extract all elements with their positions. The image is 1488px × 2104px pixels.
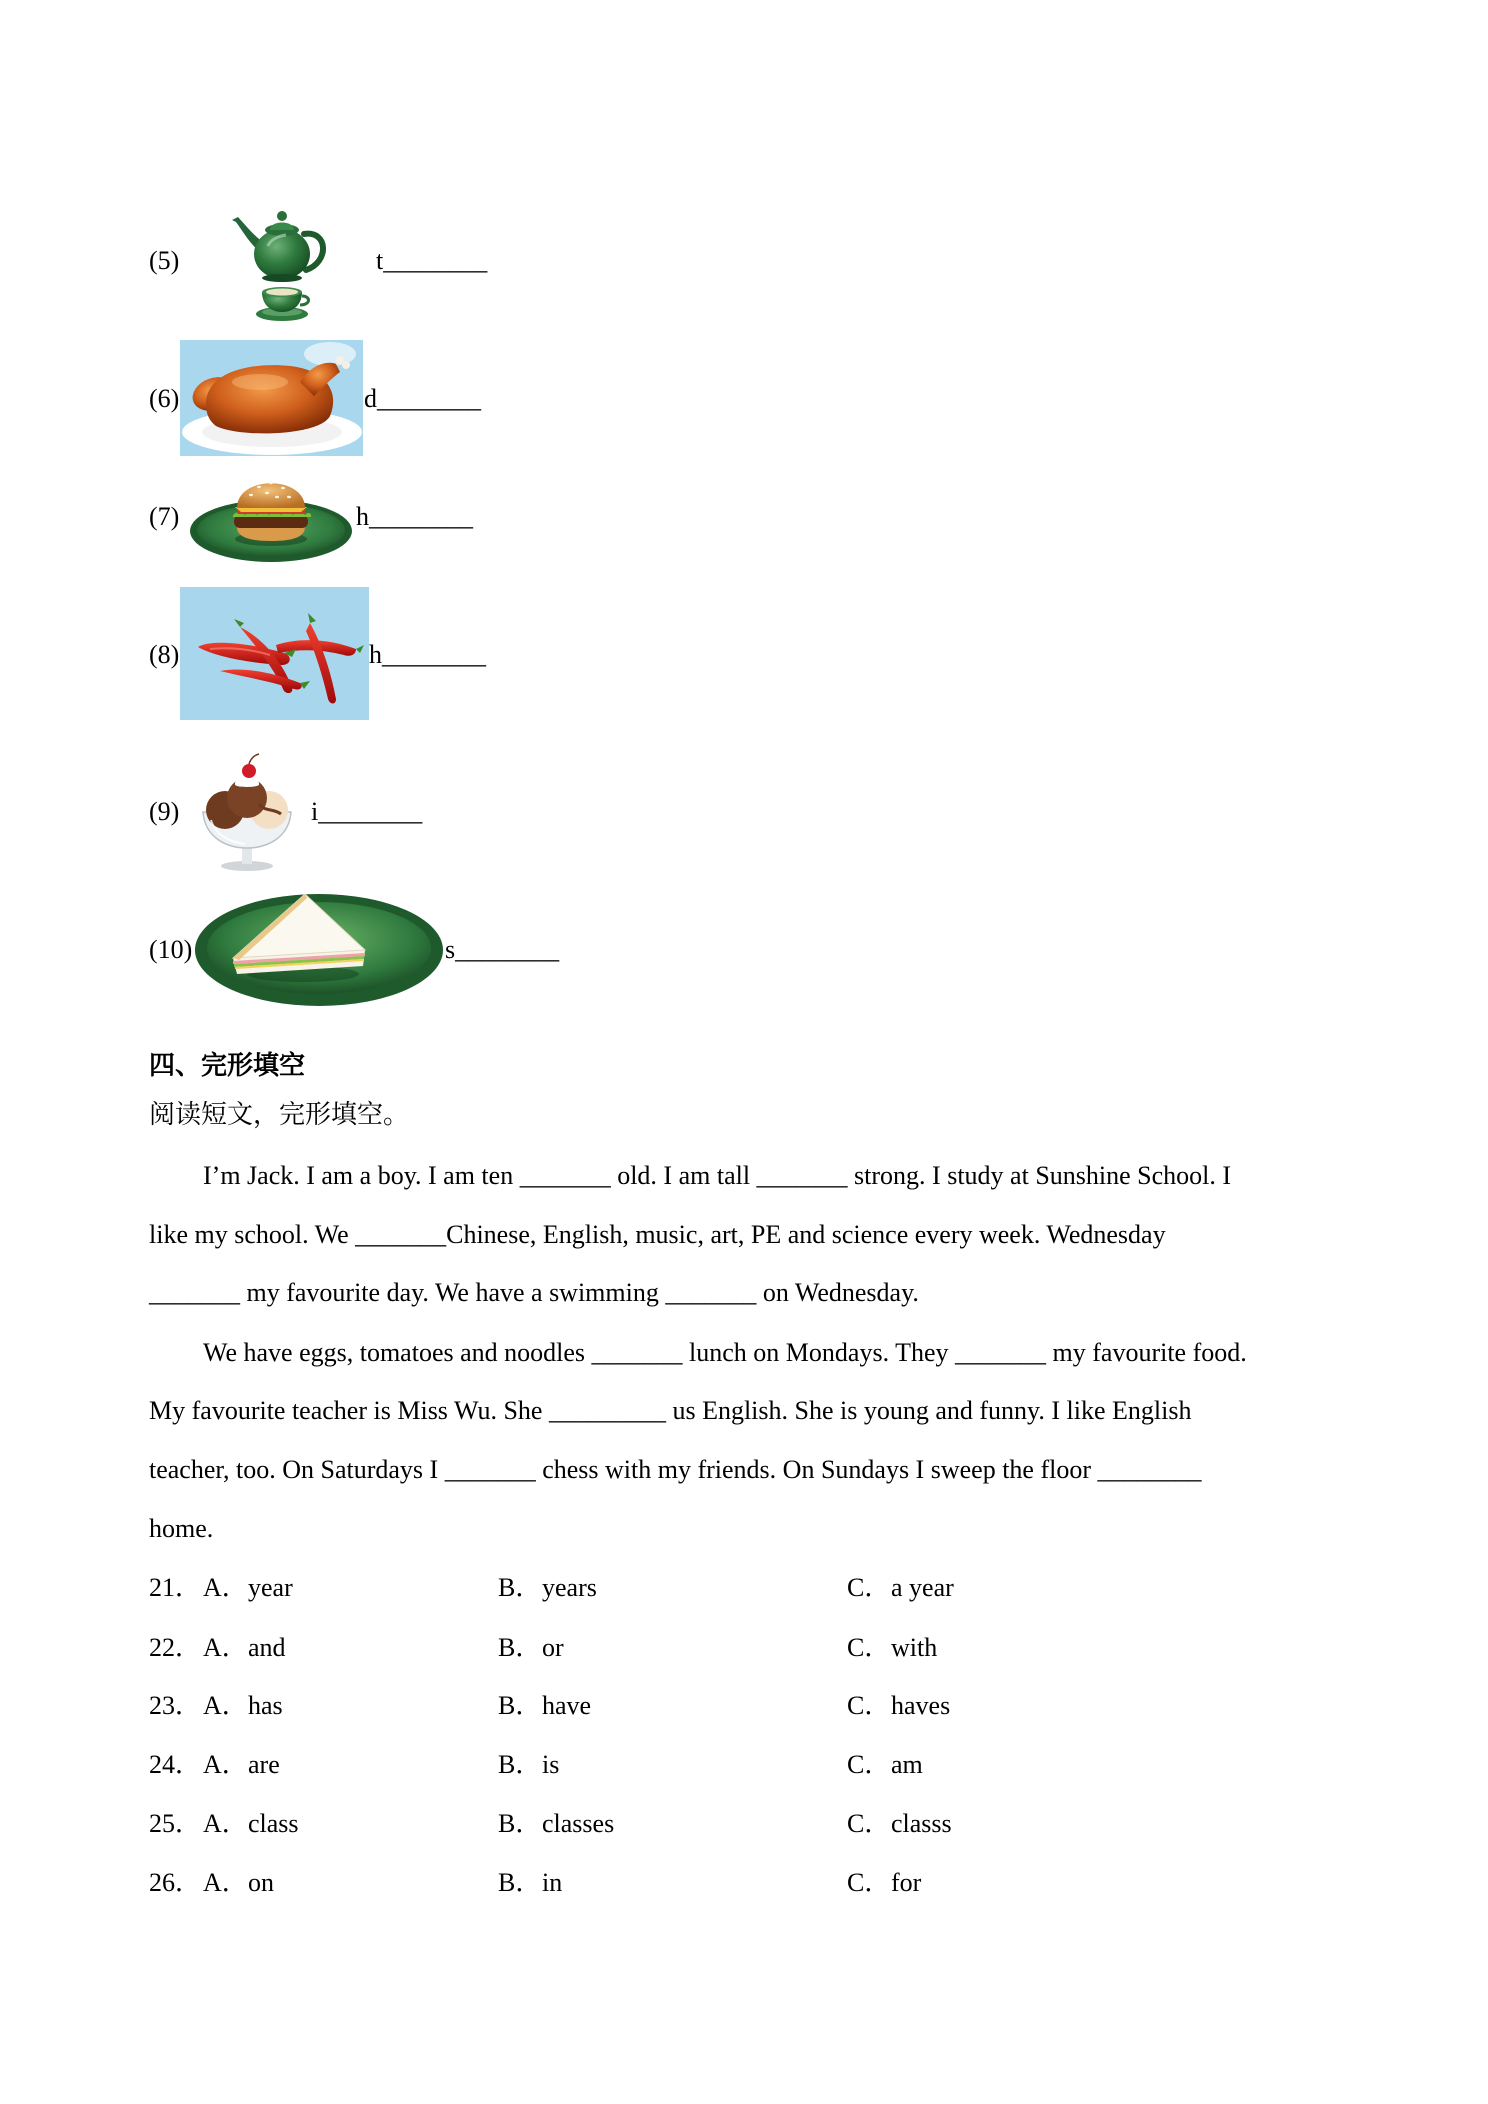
option-c-text: a year: [891, 1573, 954, 1602]
option-c-text: for: [891, 1868, 922, 1897]
option-a-text: are: [248, 1750, 280, 1779]
item-7-answer-blank: h________: [356, 502, 473, 531]
item-7-number: (7): [149, 502, 180, 531]
option-b-letter: B．: [498, 1691, 542, 1720]
hamburger-image: [189, 469, 354, 564]
question-21: [0, 1573, 1488, 1603]
option-b-letter: B．: [498, 1573, 542, 1602]
option-a-letter: A．: [203, 1691, 248, 1720]
item-8-answer-blank: h________: [369, 640, 486, 669]
passage-line: My favourite teacher is Miss Wu. She _________ us English. She is young and funny. I like English: [149, 1396, 1192, 1425]
question-number: 21．: [149, 1573, 202, 1602]
question-number: 23．: [149, 1691, 202, 1720]
question-23: [0, 1691, 1488, 1721]
item-8-number: (8): [149, 640, 180, 669]
item-6-answer-blank: d________: [364, 384, 481, 413]
question-number: 26．: [149, 1868, 202, 1897]
item-10-answer-blank: s________: [445, 935, 560, 964]
option-c-letter: C．: [847, 1809, 891, 1838]
section-instruction: 阅读短文，完形填空。: [149, 1100, 410, 1129]
option-a-letter: A．: [203, 1750, 248, 1779]
teapot-image: [230, 200, 335, 327]
option-c-letter: C．: [847, 1868, 891, 1897]
option-b-text: is: [542, 1750, 560, 1779]
option-a-text: and: [248, 1633, 286, 1662]
sandwich-image: [193, 890, 446, 1008]
option-c-text: am: [891, 1750, 923, 1779]
option-b-text: classes: [542, 1809, 615, 1838]
passage-line: _______ my favourite day. We have a swimming _______ on Wednesday.: [149, 1278, 919, 1307]
passage-line: teacher, too. On Saturdays I _______ chess with my friends. On Sundays I sweep the floor ________: [149, 1455, 1202, 1484]
question-number: 25．: [149, 1809, 202, 1838]
option-a-text: has: [248, 1691, 283, 1720]
option-c-text: with: [891, 1633, 938, 1662]
option-a-letter: A．: [203, 1809, 248, 1838]
teapot: [232, 211, 323, 282]
option-a-text: year: [248, 1573, 293, 1602]
roast-chicken-image: [180, 340, 363, 456]
option-b-text: years: [542, 1573, 597, 1602]
option-c-text: classs: [891, 1809, 952, 1838]
question-26: [0, 1868, 1488, 1898]
option-c-letter: C．: [847, 1633, 891, 1662]
option-a-letter: A．: [203, 1633, 248, 1662]
question-number: 24．: [149, 1750, 202, 1779]
option-a-text: on: [248, 1868, 274, 1897]
option-b-text: or: [542, 1633, 564, 1662]
hamburger: [233, 482, 311, 541]
question-number: 22．: [149, 1633, 202, 1662]
option-b-letter: B．: [498, 1868, 542, 1897]
option-b-letter: B．: [498, 1750, 542, 1779]
option-c-letter: C．: [847, 1691, 891, 1720]
item-9-answer-blank: i________: [311, 797, 423, 826]
option-c-letter: C．: [847, 1573, 891, 1602]
item-9-number: (9): [149, 797, 180, 826]
option-b-text: have: [542, 1691, 592, 1720]
item-5-number: (5): [149, 246, 180, 275]
question-25: [0, 1809, 1488, 1839]
passage-line: We have eggs, tomatoes and noodles _______ lunch on Mondays. They _______ my favourite food.: [203, 1338, 1247, 1367]
question-22: [0, 1633, 1488, 1663]
question-24: [0, 1750, 1488, 1780]
ice-cream-sundae-image: [189, 752, 304, 873]
option-a-text: class: [248, 1809, 299, 1838]
passage-line: I’m Jack. I am a boy. I am ten _______ old. I am tall _______ strong. I study at Sunshine School. I: [203, 1161, 1232, 1190]
option-c-text: haves: [891, 1691, 951, 1720]
passage-line: like my school. We _______Chinese, English, music, art, PE and science every week. Wednesday: [149, 1220, 1166, 1249]
option-c-letter: C．: [847, 1750, 891, 1779]
item-10-number: (10): [149, 935, 193, 964]
option-a-letter: A．: [203, 1573, 248, 1602]
passage-line: home.: [149, 1514, 214, 1543]
option-b-text: in: [542, 1868, 563, 1897]
item-6-number: (6): [149, 384, 180, 413]
item-5-answer-blank: t________: [376, 246, 488, 275]
option-b-letter: B．: [498, 1633, 542, 1662]
option-b-letter: B．: [498, 1809, 542, 1838]
section-heading: 四、完形填空: [149, 1051, 306, 1080]
chili-peppers-image: [180, 587, 369, 720]
cup-and-saucer: [256, 287, 309, 321]
option-a-letter: A．: [203, 1868, 248, 1897]
